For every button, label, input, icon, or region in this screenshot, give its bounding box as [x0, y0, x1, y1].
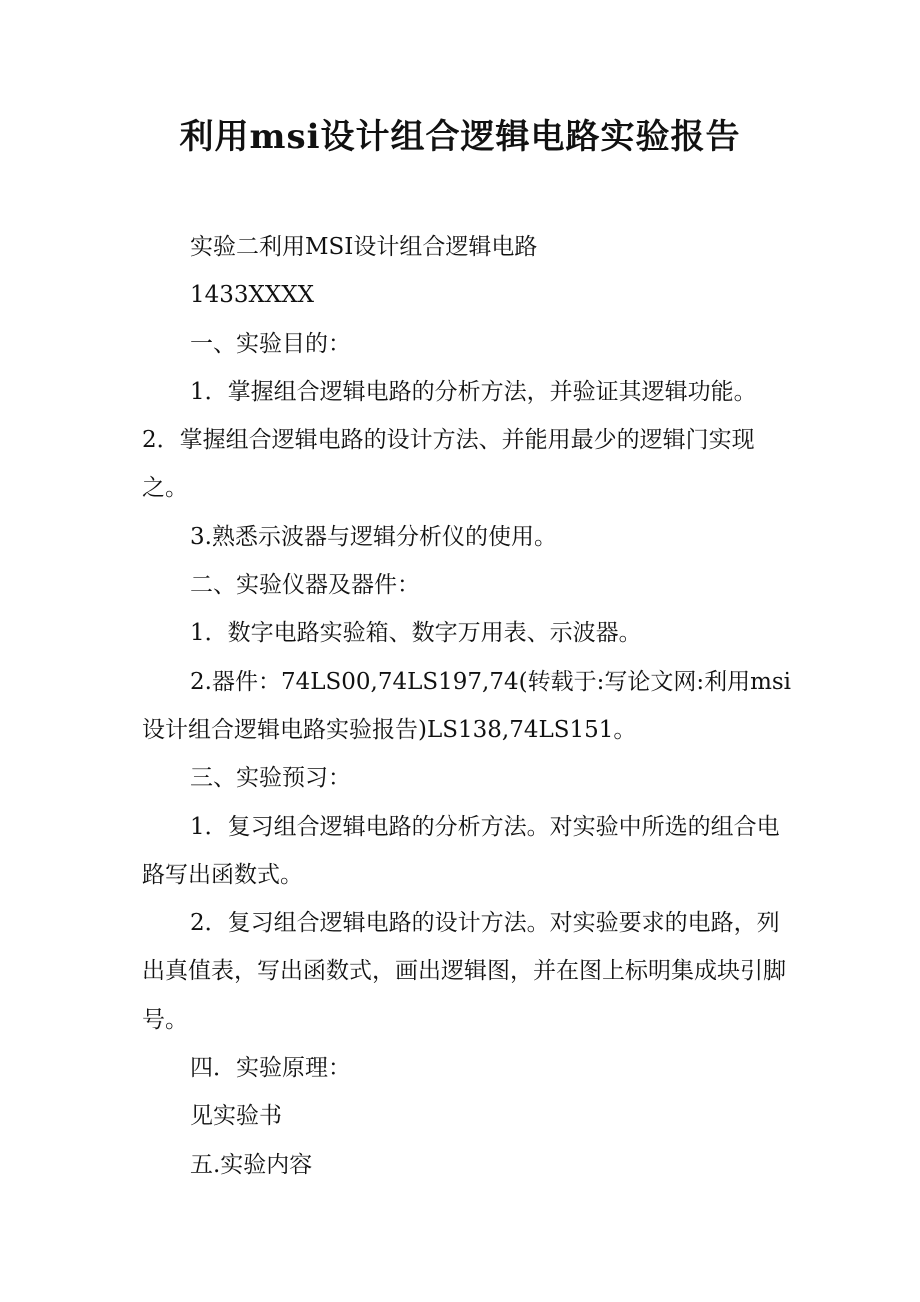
principle-text: 见实验书 [190, 1103, 282, 1130]
section-heading-purpose: 一、实验目的： [190, 330, 351, 357]
purpose-items: 1．掌握组合逻辑电路的分析方法，并验证其逻辑功能。2．掌握组合逻辑电路的设计方法、并能用最少的逻辑门实现之。 [142, 378, 757, 502]
document-body [142, 223, 792, 1189]
section-heading-principle: 四．实验原理： [190, 1055, 351, 1082]
instruments-item-2: 2.器件：74LS00,74LS197,74(转载于:写论文网:利用msi设计组合逻辑电路实验报告)LS138,74LS151。 [142, 668, 792, 743]
section-heading-instruments: 二、实验仪器及器件： [190, 572, 420, 599]
preview-item-2: 2．复习组合逻辑电路的设计方法。对实验要求的电路，列出真值表，写出函数式，画出逻辑图，并在图上标明集成块引脚号。 [142, 910, 786, 1033]
student-id: 1433XXXX [190, 282, 315, 309]
purpose-item-3: 3.熟悉示波器与逻辑分析仪的使用。 [190, 523, 557, 550]
preview-item-1: 1．复习组合逻辑电路的分析方法。对实验中所选的组合电路写出函数式。 [142, 813, 780, 888]
section-heading-preview: 三、实验预习： [190, 765, 351, 792]
instruments-item-1: 1．数字电路实验箱、数字万用表、示波器。 [190, 620, 642, 647]
document-title: 利用msi设计组合逻辑电路实验报告 [179, 117, 741, 157]
section-heading-content: 五.实验内容 [190, 1151, 313, 1178]
experiment-heading: 实验二利用MSI设计组合逻辑电路 [190, 234, 538, 260]
